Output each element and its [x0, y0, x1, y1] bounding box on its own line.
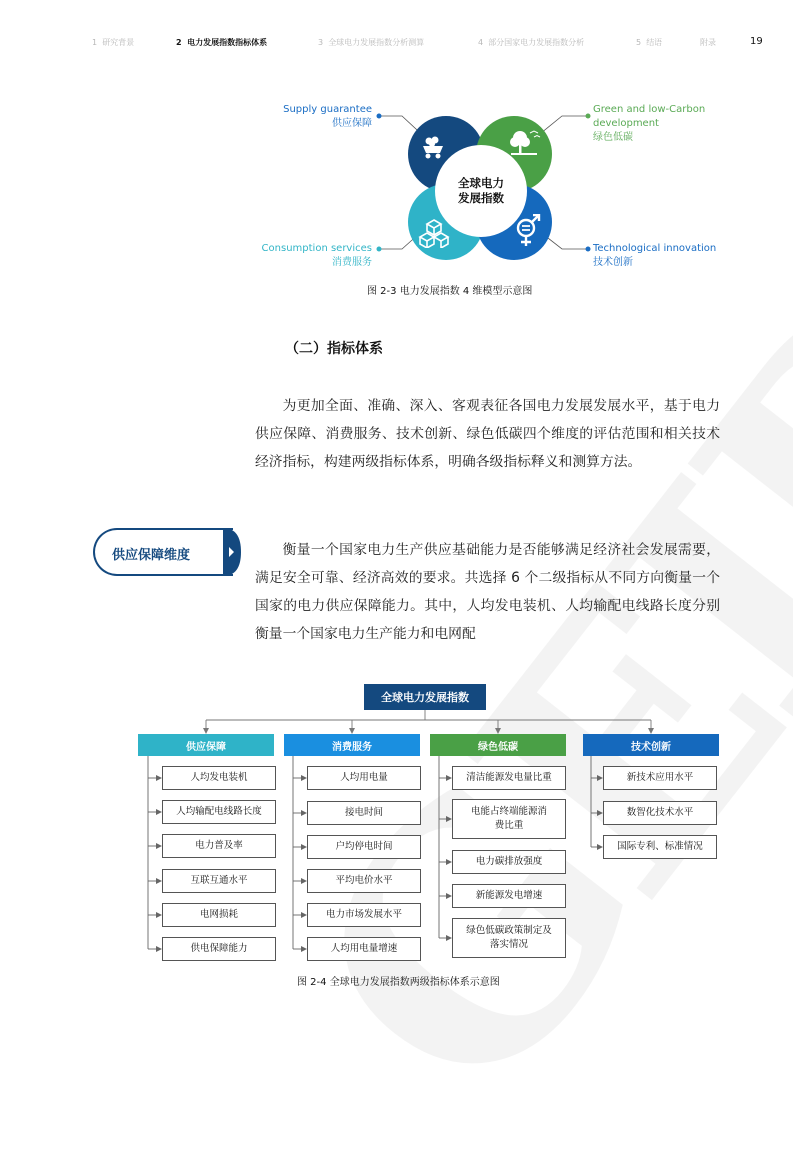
indicator-box: 新技术应用水平 — [603, 766, 717, 790]
indicator-box: 电力普及率 — [162, 834, 276, 858]
figure-caption-2-4: 图 2-4 全球电力发展指数两级指标体系示意图 — [297, 977, 500, 988]
indicator-box: 接电时间 — [307, 801, 421, 825]
indicator-box: 人均输配电线路长度 — [162, 800, 276, 824]
category-tech: 技术创新 — [583, 734, 719, 756]
figure-caption-2-3: 图 2-3 电力发展指数 4 维模型示意图 — [367, 286, 533, 297]
label-green: Green and low-Carbon development 绿色低碳 — [593, 104, 706, 143]
category-supply: 供应保障 — [138, 734, 274, 756]
indicator-box: 电力市场发展水平 — [307, 903, 421, 927]
tree-root: 全球电力发展指数 — [364, 684, 486, 710]
nav-item-5[interactable]: 5 结语 — [636, 38, 663, 47]
paragraph-supply: 衡量一个国家电力生产供应基础能力是否能够满足经济社会发展需要，满足安全可靠、经济高效的要求。共选择 6 个二级指标从不同方向衡量一个国家的电力供应保障能力。其中，人均发电装机、人均输配电线路长度分别衡量一个国家电力生产能力和电网配 — [255, 542, 720, 642]
indicator-box: 电力碳排放强度 — [452, 850, 566, 874]
indicator-box: 绿色低碳政策制定及落实情况 — [452, 918, 566, 958]
label-tech: Technological innovation 技术创新 — [593, 243, 717, 268]
category-consumption: 消费服务 — [284, 734, 420, 756]
section-heading: （二）指标体系 — [285, 341, 383, 357]
nav-item-3[interactable]: 3 全球电力发展指数分析测算 — [318, 38, 425, 47]
indicator-box: 数智化技术水平 — [603, 801, 717, 825]
model-center: 全球电力发展指数 — [438, 148, 524, 234]
nav-item-appendix[interactable]: 附录 — [700, 38, 716, 47]
dimension-tag-label: 供应保障维度 — [112, 548, 191, 563]
indicator-box: 户均停电时间 — [307, 835, 421, 859]
category-green: 绿色低碳 — [430, 734, 566, 756]
indicator-box: 清洁能源发电量比重 — [452, 766, 566, 790]
page-number: 19 — [750, 36, 763, 47]
paragraph-intro: 为更加全面、准确、深入、客观表征各国电力发展发展水平，基于电力供应保障、消费服务、技术创新、绿色低碳四个维度的评估范围和相关技术经济指标，构建两级指标体系，明确各级指标释义和测算方法。 — [255, 398, 720, 470]
nav-item-4[interactable]: 4 部分国家电力发展指数分析 — [478, 38, 585, 47]
label-consumption: Consumption services 消费服务 — [261, 243, 372, 268]
indicator-box: 新能源发电增速 — [452, 884, 566, 908]
indicator-box: 人均发电装机 — [162, 766, 276, 790]
nav-item-2[interactable]: 2 电力发展指数指标体系 — [176, 38, 268, 47]
indicator-box: 人均用电量 — [307, 766, 421, 790]
indicator-box: 供电保障能力 — [162, 937, 276, 961]
indicator-box: 互联互通水平 — [162, 869, 276, 893]
indicator-box: 电能占终端能源消费比重 — [452, 799, 566, 839]
indicator-box: 平均电价水平 — [307, 869, 421, 893]
label-supply: Supply guarantee 供应保障 — [283, 104, 372, 129]
nav-item-1[interactable]: 1 研究背景 — [92, 38, 135, 47]
indicator-box: 电网损耗 — [162, 903, 276, 927]
indicator-box: 国际专利、标准情况 — [603, 835, 717, 859]
indicator-box: 人均用电量增速 — [307, 937, 421, 961]
